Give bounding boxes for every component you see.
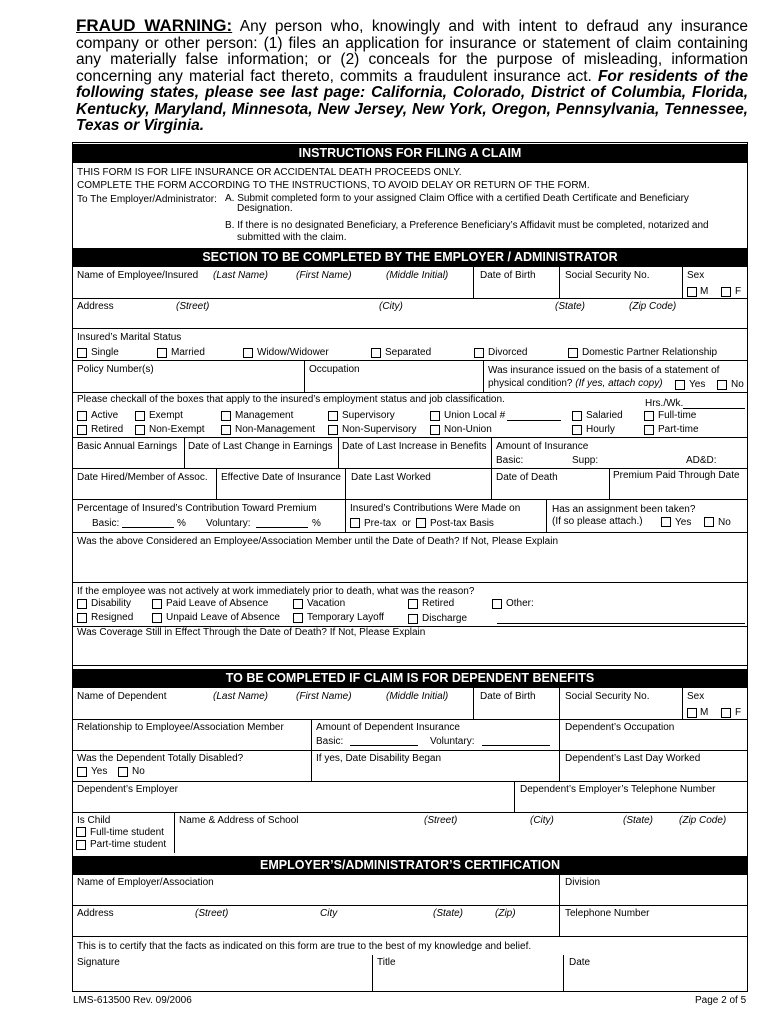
relationship-label: Relationship to Employee/Association Member [77, 722, 284, 733]
employee-name-label: Name of Employee/Insured [77, 270, 199, 281]
pct-contribution-label: Percentage of Insured’s Contribution Toward Premium [77, 503, 317, 514]
status-nonmanagement-label: Non-Management [235, 424, 316, 435]
status-supervisory-checkbox[interactable] [328, 411, 338, 421]
status-nonmanagement-checkbox[interactable] [221, 425, 231, 435]
reason-resigned-checkbox[interactable] [77, 613, 87, 623]
effective-date-label: Effective Date of Insurance [221, 472, 341, 483]
occupation-label: Occupation [309, 364, 360, 375]
marital-married-checkbox[interactable] [157, 348, 167, 358]
marital-status-label: Insured’s Marital Status [77, 332, 182, 343]
reason-layoff-checkbox[interactable] [293, 613, 303, 623]
parttime-student-label: Part-time student [90, 839, 167, 850]
disabled-no-checkbox[interactable] [118, 767, 128, 777]
reason-discharge-label: Discharge [422, 613, 468, 624]
fraud-warning-heading: FRAUD WARNING: [76, 16, 233, 35]
marital-widow-checkbox[interactable] [243, 348, 253, 358]
state-label: (State) [555, 301, 586, 312]
sex-label: Sex [687, 270, 705, 281]
marital-single-label: Single [91, 347, 119, 358]
reason-vacation-label: Vacation [307, 598, 346, 609]
zip-label: (Zip Code) [629, 301, 677, 312]
premium-paid-label: Premium Paid Through Date [613, 470, 740, 481]
pretax-label: Pre-tax [364, 518, 397, 529]
coverage-label: Was Coverage Still in Effect Through the Date of Death? If Not, Please Explain [77, 627, 426, 638]
contributions-made-label: Insured’s Contributions Were Made on [350, 503, 521, 514]
fraud-warning-text: Any person who, knowingly and with intent to defraud any insurance company or other person: (1) files an application for insurance or statement of claim containing any materially false information; or (2) conceals for the purpose of misleading, information concerning any material fact thereto, commits a fraudulent insurance act. [76, 18, 748, 85]
employer-name-label: Name of Employer/Association [77, 877, 214, 888]
employer-section-title: SECTION TO BE COMPLETED BY THE EMPLOYER / ADMINISTRATOR [72, 248, 748, 267]
instructions-a1: A. Submit completed form to your assigned Claim Office with a certified Death Certificate and Beneficiary [225, 193, 689, 204]
dependent-basic-label: Basic: [316, 736, 344, 747]
issued-physical-text: physical condition? [488, 378, 573, 389]
issued-attach-text: (If yes, attach copy) [575, 378, 663, 389]
sex-m-label: M [700, 286, 709, 297]
fulltime-student-label: Full-time student [90, 827, 164, 838]
status-nonunion-label: Non-Union [444, 424, 492, 435]
reason-other-label: Other: [506, 598, 534, 609]
cert-city-label: City [320, 908, 338, 919]
address-label: Address [77, 301, 114, 312]
issued-statement-label: Was insurance issued on the basis of a statement of [488, 365, 720, 376]
not-active-label: If the employee was not actively at work immediately prior to death, what was the reason? [77, 586, 475, 597]
cert-zip-label: (Zip) [495, 908, 516, 919]
assignment-yes-label: Yes [675, 517, 692, 528]
fraud-warning-states: For residents of the following states, please see last page: California, Colorado, District of Columbia, Florida, Kentucky, Maryland, Minnesota, New Jersey, New York, Oregon, Pennsylvania, Tennessee, Texas or Virginia. [76, 67, 749, 134]
street-label: (Street) [176, 301, 210, 312]
amount-supp-label: Supp: [572, 455, 599, 466]
ssn-label: Social Security No. [565, 270, 650, 281]
assignment-no-checkbox[interactable] [704, 517, 714, 527]
dependent-sex-label: Sex [687, 691, 705, 702]
status-union-checkbox[interactable] [430, 411, 440, 421]
reason-retired-label: Retired [422, 598, 455, 609]
status-fulltime-checkbox[interactable] [644, 411, 654, 421]
cert-phone-label: Telephone Number [565, 908, 650, 919]
reason-resigned-label: Resigned [91, 612, 134, 623]
pct-voluntary-label: Voluntary: [206, 518, 251, 529]
marital-domestic-checkbox[interactable] [568, 348, 578, 358]
dependent-sex-m-label: M [700, 707, 709, 718]
city-label: (City) [379, 301, 403, 312]
last-name-label: (Last Name) [213, 270, 269, 281]
cert-street-label: (Street) [195, 908, 229, 919]
status-hourly-checkbox[interactable] [572, 425, 582, 435]
dependent-first-label: (First Name) [296, 691, 352, 702]
certification-title: EMPLOYER’S/ADMINISTRATOR’S CERTIFICATION [72, 856, 748, 875]
instructions-line1: THIS FORM IS FOR LIFE INSURANCE OR ACCIDENTAL DEATH PROCEEDS ONLY. [77, 167, 462, 178]
cert-state-label: (State) [433, 908, 464, 919]
issued-yes-checkbox[interactable] [675, 380, 685, 390]
first-name-label: (First Name) [296, 270, 352, 281]
reason-vacation-checkbox[interactable] [293, 599, 303, 609]
assignment-label: Has an assignment been taken? [552, 504, 696, 515]
status-exempt-checkbox[interactable] [135, 411, 145, 421]
marital-single-checkbox[interactable] [77, 348, 87, 358]
form-number: LMS-613500 Rev. 09/2006 [73, 995, 192, 1006]
dependent-last-label: (Last Name) [213, 691, 269, 702]
status-nonunion-checkbox[interactable] [430, 425, 440, 435]
date-of-death-label: Date of Death [496, 472, 558, 483]
school-state-label: (State) [623, 815, 654, 826]
pct-basic-label: Basic: [92, 518, 120, 529]
school-label: Name & Address of School [179, 815, 299, 826]
reason-disability-checkbox[interactable] [77, 599, 87, 609]
issued-no-label: No [731, 379, 744, 390]
dependent-section-title: TO BE COMPLETED IF CLAIM IS FOR DEPENDENT BENEFITS [72, 669, 748, 688]
last-worked-label: Date Last Worked [351, 472, 431, 483]
middle-initial-label: (Middle Initial) [386, 270, 449, 281]
last-increase-label: Date of Last Increase in Benefits [342, 441, 487, 452]
dependent-name-label: Name of Dependent [77, 691, 167, 702]
marital-separated-label: Separated [385, 347, 432, 358]
issued-physical-label [488, 378, 663, 390]
status-salaried-checkbox[interactable] [572, 411, 582, 421]
status-nonexempt-checkbox[interactable] [135, 425, 145, 435]
pct-voluntary-sign: % [312, 518, 321, 529]
reason-unpaid-leave-checkbox[interactable] [152, 613, 162, 623]
signature-label: Signature [77, 957, 120, 968]
marital-divorced-checkbox[interactable] [474, 348, 484, 358]
dependent-middle-label: (Middle Initial) [386, 691, 449, 702]
marital-divorced-label: Divorced [488, 347, 528, 358]
amount-insurance-label: Amount of Insurance [496, 441, 589, 452]
disabled-no-label: No [132, 766, 145, 777]
page-number: Page 2 of 5 [695, 995, 747, 1006]
hrs-wk-label: Hrs./Wk. [645, 398, 684, 409]
dependent-last-day-label: Dependent’s Last Day Worked [565, 753, 701, 764]
reason-other-checkbox[interactable] [492, 599, 502, 609]
or-label: or [402, 518, 411, 529]
reason-paid-leave-label: Paid Leave of Absence [166, 598, 269, 609]
reason-retired-checkbox[interactable] [408, 599, 418, 609]
fulltime-student-checkbox[interactable] [76, 827, 86, 837]
dependent-sex-m-checkbox[interactable] [687, 708, 697, 718]
dependent-employer-phone-label: Dependent’s Employer’s Telephone Number [520, 784, 716, 795]
amount-add-label: AD&D: [686, 455, 717, 466]
basic-earnings-label: Basic Annual Earnings [77, 441, 178, 452]
status-nonsupervisory-checkbox[interactable] [328, 425, 338, 435]
posttax-label: Post-tax Basis [430, 518, 494, 529]
totally-disabled-label: Was the Dependent Totally Disabled? [77, 753, 244, 764]
last-change-label: Date of Last Change in Earnings [188, 441, 333, 452]
pretax-checkbox[interactable] [350, 518, 360, 528]
instructions-b2: submitted with the claim. [237, 232, 347, 243]
instructions-to-label: To The Employer/Administrator: [77, 194, 217, 205]
certify-text: This is to certify that the facts as indicated on this form are true to the best of my knowledge and belief. [77, 941, 532, 952]
status-supervisory-label: Supervisory [342, 410, 395, 421]
reason-layoff-label: Temporary Layoff [307, 612, 385, 623]
status-parttime-label: Part-time [658, 424, 699, 435]
status-active-label: Active [91, 410, 119, 421]
marital-domestic-label: Domestic Partner Relationship [582, 347, 718, 358]
checkall-label: Please checkall of the boxes that apply to the insured’s employment status and job classification. [77, 394, 505, 405]
assignment-yes-checkbox[interactable] [661, 517, 671, 527]
status-management-checkbox[interactable] [221, 411, 231, 421]
disabled-yes-checkbox[interactable] [77, 767, 87, 777]
status-union-label: Union Local # [444, 410, 506, 421]
cert-address-label: Address [77, 908, 114, 919]
marital-married-label: Married [171, 347, 205, 358]
policy-number-label: Policy Number(s) [77, 364, 154, 375]
disability-began-label: If yes, Date Disability Began [316, 753, 442, 764]
status-exempt-label: Exempt [149, 410, 183, 421]
dependent-employer-label: Dependent’s Employer [77, 784, 178, 795]
dependent-dob-label: Date of Birth [480, 691, 536, 702]
issued-no-checkbox[interactable] [717, 380, 727, 390]
status-fulltime-label: Full-time [658, 410, 697, 421]
sex-m-checkbox[interactable] [687, 287, 697, 297]
status-nonsupervisory-label: Non-Supervisory [342, 424, 417, 435]
issued-yes-label: Yes [689, 379, 706, 390]
disabled-yes-label: Yes [91, 766, 108, 777]
is-child-label: Is Child [77, 815, 111, 826]
posttax-checkbox[interactable] [416, 518, 426, 528]
status-retired-label: Retired [91, 424, 124, 435]
title-label: Title [377, 957, 396, 968]
sex-f-label: F [735, 286, 742, 297]
school-city-label: (City) [530, 815, 554, 826]
instructions-line2: COMPLETE THE FORM ACCORDING TO THE INSTRUCTIONS, TO AVOID DELAY OR RETURN OF THE FORM. [77, 180, 590, 191]
status-hourly-label: Hourly [586, 424, 615, 435]
status-management-label: Management [235, 410, 294, 421]
considered-member-label: Was the above Considered an Employee/Association Member until the Date of Death? If Not, Please Explain [77, 536, 559, 547]
sex-f-checkbox[interactable] [721, 287, 731, 297]
status-retired-checkbox[interactable] [77, 425, 87, 435]
instructions-title: INSTRUCTIONS FOR FILING A CLAIM [72, 144, 748, 163]
status-salaried-label: Salaried [586, 410, 623, 421]
amount-basic-label: Basic: [496, 455, 524, 466]
reason-unpaid-leave-label: Unpaid Leave of Absence [166, 612, 280, 623]
status-nonexempt-label: Non-Exempt [149, 424, 205, 435]
parttime-student-checkbox[interactable] [76, 840, 86, 850]
school-zip-label: (Zip Code) [679, 815, 727, 826]
status-active-checkbox[interactable] [77, 411, 87, 421]
reason-discharge-checkbox[interactable] [408, 614, 418, 624]
marital-separated-checkbox[interactable] [371, 348, 381, 358]
reason-paid-leave-checkbox[interactable] [152, 599, 162, 609]
assignment-attach-label: (If so please attach.) [552, 516, 643, 527]
dependent-ssn-label: Social Security No. [565, 691, 650, 702]
assignment-no-label: No [718, 517, 731, 528]
dob-label: Date of Birth [480, 270, 536, 281]
marital-widow-label: Widow/Widower [257, 347, 329, 358]
dependent-sex-f-checkbox[interactable] [721, 708, 731, 718]
reason-disability-label: Disability [91, 598, 132, 609]
dependent-voluntary-label: Voluntary: [430, 736, 475, 747]
dependent-occupation-label: Dependent’s Occupation [565, 722, 675, 733]
fraud-warning [76, 18, 748, 135]
date-hired-label: Date Hired/Member of Assoc. [77, 472, 208, 483]
instructions-b1: B. If there is no designated Beneficiary, a Preference Beneficiary’s Affidavit must be completed, notarized and [225, 220, 709, 231]
date-label: Date [569, 957, 591, 968]
dependent-amount-label: Amount of Dependent Insurance [316, 722, 460, 733]
instructions-a2: Designation. [237, 203, 293, 214]
status-parttime-checkbox[interactable] [644, 425, 654, 435]
school-street-label: (Street) [424, 815, 458, 826]
pct-basic-sign: % [177, 518, 186, 529]
division-label: Division [565, 877, 601, 888]
dependent-sex-f-label: F [735, 707, 742, 718]
